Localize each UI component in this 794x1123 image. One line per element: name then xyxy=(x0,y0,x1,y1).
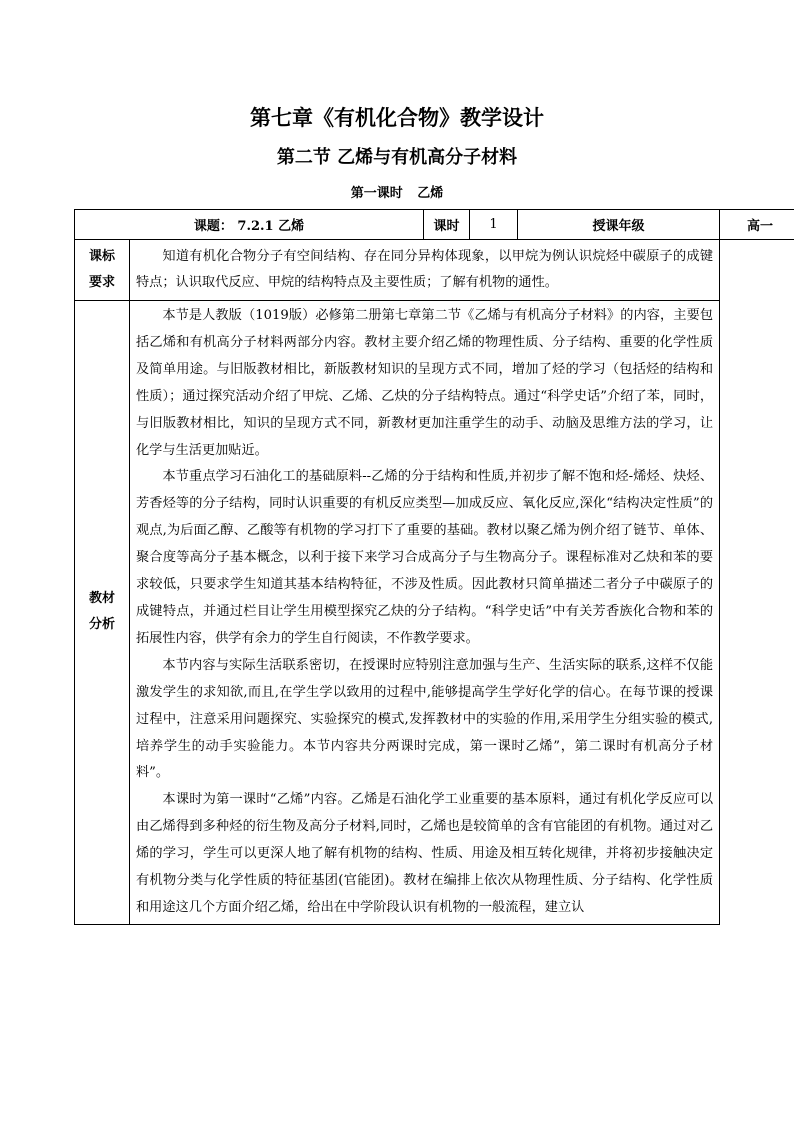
analysis-paragraph-3: 本节内容与实际生活联系密切，在授课时应特别注意加强与生产、生活实际的联系,这样不仅能激发学生的求知欲,而且,在学生学以致用的过程中,能够提高学生学好化学的信心。在每节课的授课过程中，注意采用问题探究、实验探究的模式,发挥教材中的实验的作用,采用学生分组实验的模式,培养学生的动手实验能力。本节内容共分两课时完成，第一课时乙烯”，第二课时有机高分子材料”。 xyxy=(136,657,714,781)
grade-value-cell xyxy=(720,210,794,240)
hours-label: 课时 xyxy=(424,210,470,240)
analysis-label xyxy=(75,301,130,925)
analysis-content xyxy=(130,301,720,925)
grade-value: 高一 xyxy=(747,219,774,234)
analysis-paragraph-4: 本课时为第一课时“乙烯”内容。乙烯是石油化学工业重要的基本原料，通过有机化学反应可以由乙烯得到多种烃的衍生物及高分子材料,同时，乙烯也是较简单的含有官能团的有机物。通过对乙烯的学习，学生可以更深人地了解有机物的结构、性质、用途及相互转化规律，并将初步接触决定有机物分类与化学性质的特征基团(官能团)。教材在编排上依次从物理性质、分子结构、化学性质和用途这几个方面介绍乙烯，给出在中学阶段认识有机物的一般流程，建立认 xyxy=(136,792,714,915)
requirements-row xyxy=(75,240,794,301)
requirements-text: 知道有机化合物分子有空间结构、存在同分异构体现象，以甲烷为例认识烷烃中碳原子的成键特点；认识取代反应、甲烷的结构特点及主要性质；了解有机物的通性。 xyxy=(136,249,714,290)
requirements-label-line2: 要求 xyxy=(88,275,115,290)
lesson-title: 第一课时 乙烯 xyxy=(350,186,444,201)
info-row xyxy=(75,210,794,240)
analysis-paragraph-2: 本节重点学习石油化工的基础原料--乙烯的分于结构和性质,并初步了解不饱和烃-烯烃、炔烃、芳香烃等的分子结构，同时认识重要的有机反应类型—加成反应、氧化反应,深化“结构决定性质”的观点,为后面乙醇、乙酸等有机物的学习打下了重要的基础。教材以聚乙烯为例介绍了链节、单体、聚合度等高分子基本概念，以利于接下来学习合成高分子与生物高分子。课程标准对乙炔和苯的要求较低，只要求学生知道其基本结构特征，不涉及性质。因此教材只简单描述二者分子中碳原子的成键特点，并通过栏目让学生用模型探究乙炔的分子结构。“科学史话”中有关芳香族化合物和苯的拓展性内容，供学有余力的学生自行阅读，不作教学要求。 xyxy=(136,469,714,646)
topic-cell: 课题： 7.2.1 乙烯 xyxy=(75,210,424,240)
section-title: 第二节 乙烯与有机高分子材料 xyxy=(276,147,518,168)
analysis-label-line1: 教材 xyxy=(88,591,115,607)
hours-value: 1 xyxy=(470,210,518,240)
grade-label-cell xyxy=(518,210,720,240)
analysis-label-line2: 分析 xyxy=(88,617,115,633)
requirements-label xyxy=(75,240,130,301)
analysis-row xyxy=(75,301,794,925)
grade-label: 授课年级 xyxy=(592,219,645,234)
requirements-content xyxy=(130,240,720,301)
lesson-plan-table xyxy=(74,209,794,925)
analysis-paragraph-1: 本节是人教版（1019版）必修第二册第七章第二节《乙烯与有机高分子材料》的内容，主要包括乙烯和有机高分子材料两部分内容。教材主要介绍乙烯的物理性质、分子结构、重要的化学性质及简单用途。与旧版教材相比，新版教材知识的呈现方式不同，增加了烃的学习（包括烃的结构和性质）；通过探究活动介绍了甲烷、乙烯、乙炔的分子结构特点。通过“科学史话”介绍了苯，同时，与旧版教材相比，知识的呈现方式不同，新教材更加注重学生的动手、动脑及思维方法的学习，让化学与生活更加贴近。 xyxy=(136,308,714,458)
main-title: 第七章《有机化合物》教学设计 xyxy=(250,105,544,130)
requirements-label-line1: 课标 xyxy=(88,249,115,264)
